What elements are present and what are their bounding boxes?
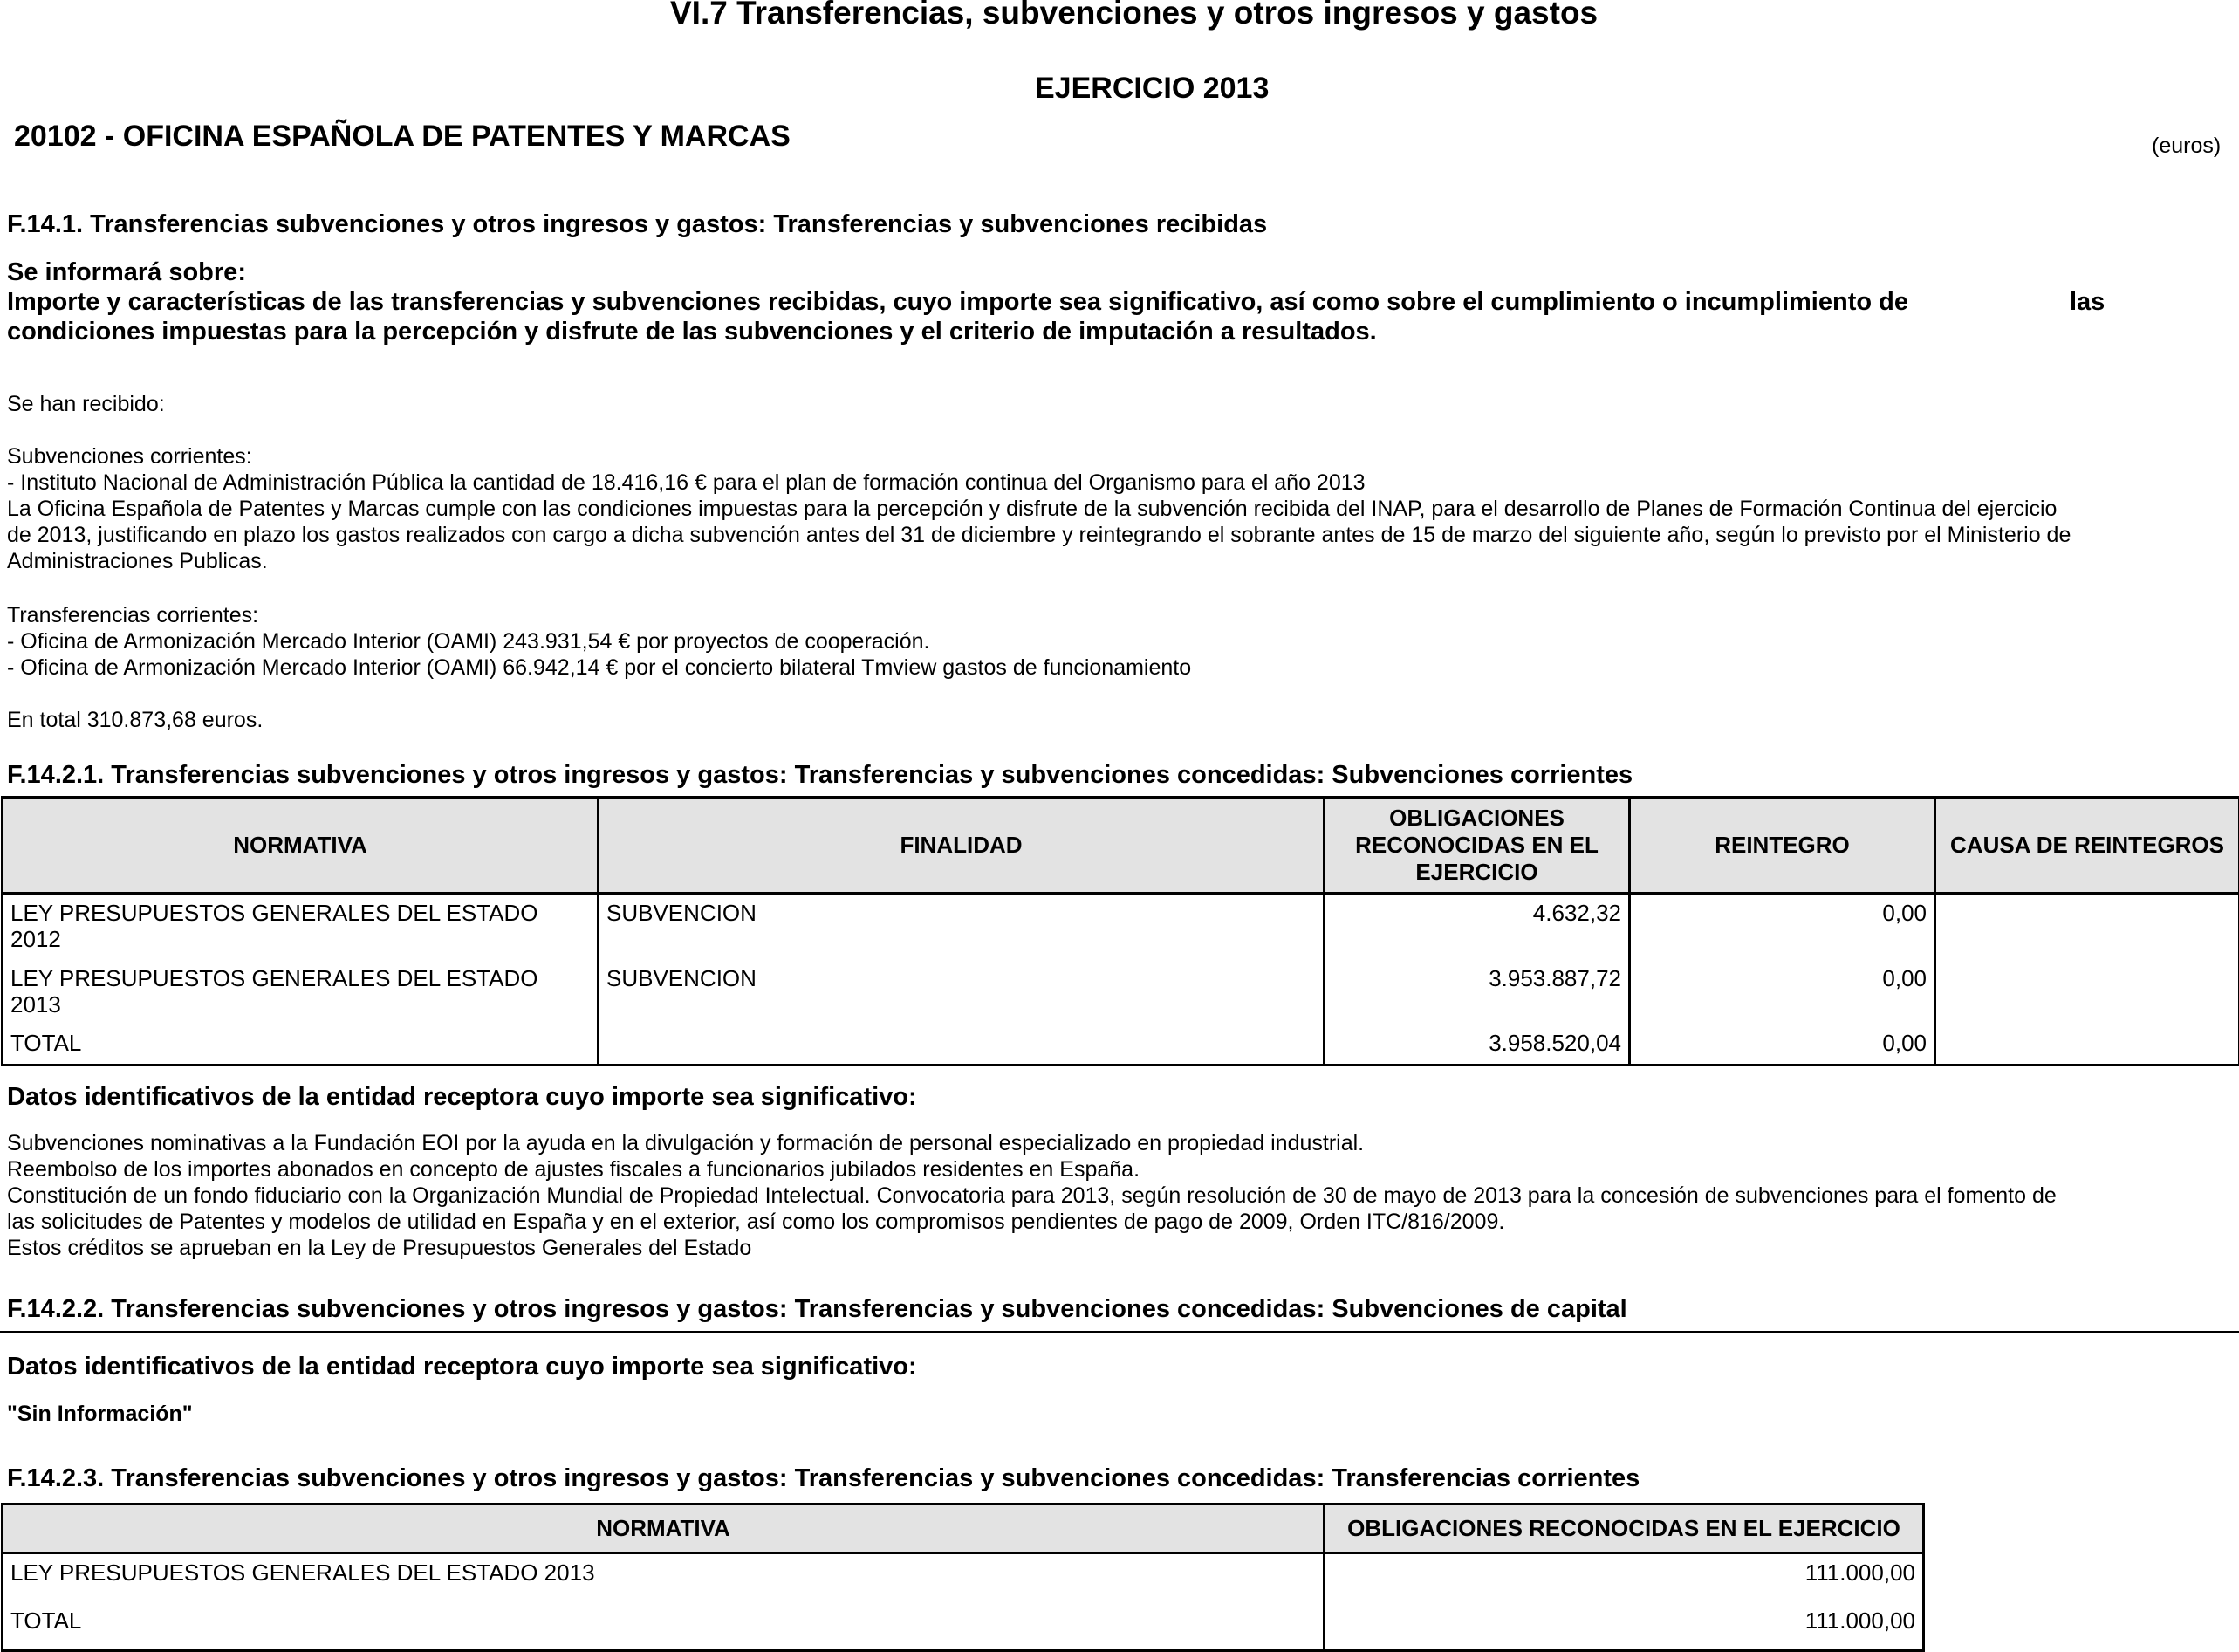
subv-note-1: La Oficina Española de Patentes y Marcas cumple con las condiciones impuestas para la percepción y disfrute de la subvención recibida del INAP, para el desarrollo de Planes de Formación Continua del ejercicio: [7, 496, 2071, 522]
cell-reintegro: 0,00: [1630, 960, 1935, 1025]
transf-item-1: - Oficina de Armonización Mercado Interior (OAMI) 243.931,54 € por proyectos de cooperación.: [7, 628, 1191, 655]
col-normativa: NORMATIVA: [3, 798, 599, 894]
cell-normativa: TOTAL: [3, 1025, 599, 1066]
subv-note-3: Administraciones Publicas.: [7, 548, 2071, 574]
exercise-year: EJERCICIO 2013: [1035, 72, 1269, 106]
table-row: [3, 894, 2239, 960]
subvenciones-corrientes-table: [1, 796, 2239, 1066]
col-normativa: NORMATIVA: [3, 1505, 1325, 1553]
no-info-label: "Sin Información": [7, 1402, 193, 1427]
receptor-heading-f1422: Datos identificativos de la entidad receptora cuyo importe sea significativo:: [7, 1353, 917, 1381]
inform-line-1-text: Importe y características de las transferencias y subvenciones recibidas, cuyo importe sea significativo, así como sobre el cumplimiento o incumplimiento de: [7, 288, 1908, 316]
col-obligaciones: OBLIGACIONES RECONOCIDAS EN EL EJERCICIO: [1325, 798, 1630, 894]
cell-finalidad: SUBVENCION: [599, 894, 1325, 960]
transferencias-corrientes-table: [1, 1503, 1925, 1652]
inform-line-1-end: las: [2070, 287, 2105, 317]
units-label: (euros): [2152, 134, 2221, 159]
col-obligaciones: OBLIGACIONES RECONOCIDAS EN EL EJERCICIO: [1325, 1505, 1924, 1553]
cell-finalidad: SUBVENCION: [599, 960, 1325, 1025]
table-row: [3, 1553, 1924, 1602]
inform-label: Se informará sobre:: [7, 257, 1908, 287]
organism-name: 20102 - OFICINA ESPAÑOLA DE PATENTES Y MARCAS: [14, 120, 791, 154]
page-title: VI.7 Transferencias, subvenciones y otros ingresos y gastos: [670, 0, 1598, 31]
receptor-line-1: Subvenciones nominativas a la Fundación EOI por la ayuda en la divulgación y formación de personal especializado en propiedad industrial.: [7, 1130, 2057, 1156]
receptor-heading-f1421: Datos identificativos de la entidad receptora cuyo importe sea significativo:: [7, 1083, 917, 1112]
cell-normativa: LEY PRESUPUESTOS GENERALES DEL ESTADO 2013: [3, 1553, 1325, 1602]
receptor-line-4: las solicitudes de Patentes y modelos de utilidad en España y en el exterior, así como los compromisos pendientes de pago de 2009, Orden ITC/816/2009.: [7, 1209, 2057, 1235]
cell-normativa: LEY PRESUPUESTOS GENERALES DEL ESTADO 2013: [3, 960, 599, 1025]
cell-obligaciones: 111.000,00: [1325, 1553, 1924, 1602]
section-f1423-heading: F.14.2.3. Transferencias subvenciones y otros ingresos y gastos: Transferencias y subvenciones concedidas: Transferencias corrientes: [7, 1464, 1640, 1493]
col-reintegro: REINTEGRO: [1630, 798, 1935, 894]
total-received: En total 310.873,68 euros.: [7, 708, 263, 733]
section-f141-heading: F.14.1. Transferencias subvenciones y otros ingresos y gastos: Transferencias y subvenciones recibidas: [7, 210, 1267, 239]
inform-block: [7, 257, 1908, 346]
cell-causa: [1935, 1025, 2239, 1066]
subv-item: - Instituto Nacional de Administración Pública la cantidad de 18.416,16 € para el plan de formación continua del Organismo para el año 2013: [7, 470, 2071, 496]
cell-causa: [1935, 894, 2239, 960]
cell-obligaciones: 3.953.887,72: [1325, 960, 1630, 1025]
table-row-total: [3, 1602, 1924, 1651]
cell-reintegro: 0,00: [1630, 1025, 1935, 1066]
transf-item-2: - Oficina de Armonización Mercado Interior (OAMI) 66.942,14 € por el concierto bilateral Tmview gastos de funcionamiento: [7, 655, 1191, 681]
section-f1421-heading: F.14.2.1. Transferencias subvenciones y otros ingresos y gastos: Transferencias y subvenciones concedidas: Subvenciones corrientes: [7, 761, 1633, 790]
cell-normativa: LEY PRESUPUESTOS GENERALES DEL ESTADO 2012: [3, 894, 599, 960]
cell-causa: [1935, 960, 2239, 1025]
receptor-line-5: Estos créditos se aprueban en la Ley de Presupuestos Generales del Estado: [7, 1235, 2057, 1261]
receptor-line-3: Constitución de un fondo fiduciario con la Organización Mundial de Propiedad Intelectual. Convocatoria para 2013, según resolución de 30 de mayo de 2013 para la concesión de subvenciones para el fomento de: [7, 1182, 2057, 1209]
inform-line-2: condiciones impuestas para la percepción y disfrute de las subvenciones y el criterio de imputación a resultados.: [7, 317, 1908, 346]
col-finalidad: FINALIDAD: [599, 798, 1325, 894]
col-causa: CAUSA DE REINTEGROS: [1935, 798, 2239, 894]
subv-note-2: de 2013, justificando en plazo los gastos realizados con cargo a dicha subvención antes del 31 de diciembre y reintegrando el sobrante antes de 15 de marzo del siguiente año, según lo previsto por el Ministerio de: [7, 522, 2071, 548]
cell-normativa: TOTAL: [3, 1602, 1325, 1651]
subvenciones-block: [7, 443, 2071, 574]
section-f1422-heading: F.14.2.2. Transferencias subvenciones y otros ingresos y gastos: Transferencias y subvenciones concedidas: Subvenciones de capital: [7, 1295, 1627, 1324]
subv-label: Subvenciones corrientes:: [7, 443, 2071, 470]
section-divider: [0, 1331, 2239, 1333]
cell-obligaciones: 111.000,00: [1325, 1602, 1924, 1651]
transferencias-block: [7, 602, 1191, 681]
cell-finalidad: [599, 1025, 1325, 1066]
cell-obligaciones: 4.632,32: [1325, 894, 1630, 960]
inform-line-1: [7, 287, 1908, 317]
receptor-block-f1421: [7, 1130, 2057, 1261]
received-label: Se han recibido:: [7, 392, 165, 417]
cell-obligaciones: 3.958.520,04: [1325, 1025, 1630, 1066]
table-row: [3, 960, 2239, 1025]
cell-reintegro: 0,00: [1630, 894, 1935, 960]
transf-label: Transferencias corrientes:: [7, 602, 1191, 628]
table-row-total: [3, 1025, 2239, 1066]
receptor-line-2: Reembolso de los importes abonados en concepto de ajustes fiscales a funcionarios jubilados residentes en España.: [7, 1156, 2057, 1182]
